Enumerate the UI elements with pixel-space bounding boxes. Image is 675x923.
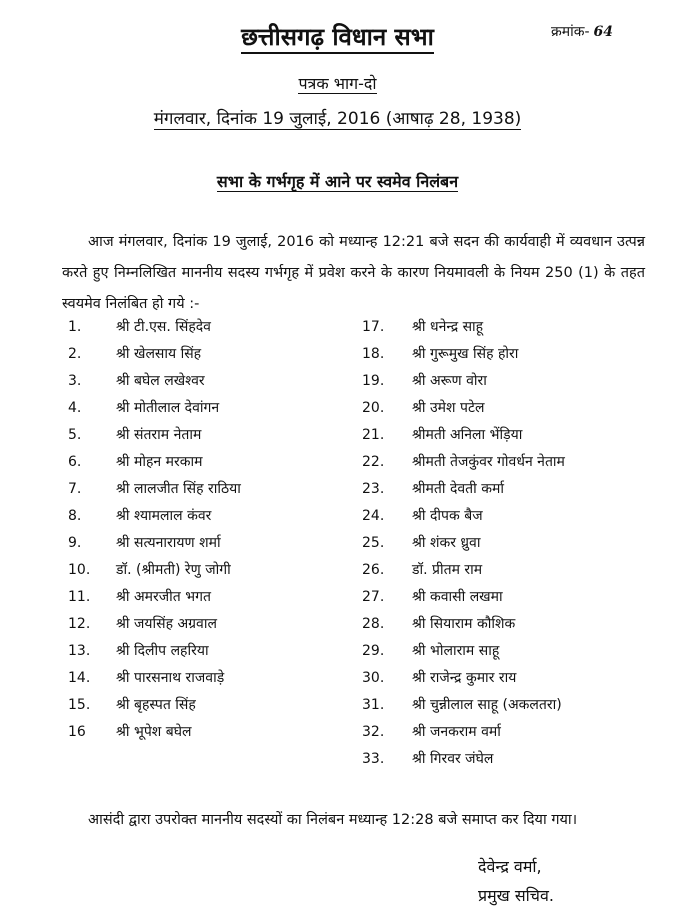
member-item: [68, 584, 358, 611]
member-item: [68, 719, 358, 746]
member-item: [362, 557, 652, 584]
member-number: 31.: [362, 697, 385, 713]
member-item: [362, 449, 652, 476]
member-name: श्री सियाराम कौशिक: [412, 616, 516, 632]
member-number: 3.: [68, 373, 82, 389]
member-item: [362, 746, 652, 773]
member-number: 6.: [68, 454, 82, 470]
member-number: 21.: [362, 427, 385, 443]
member-name: श्री शंकर ध्रुवा: [412, 535, 481, 551]
member-name: श्री खेलसाय सिंह: [116, 346, 202, 362]
member-name: श्री गिरवर जंघेल: [412, 751, 494, 767]
member-item: [362, 395, 652, 422]
member-item: [68, 530, 358, 557]
member-item: [362, 503, 652, 530]
member-number: 24.: [362, 508, 385, 524]
member-number: 32.: [362, 724, 385, 740]
member-item: [68, 476, 358, 503]
title-text: छत्तीसगढ़ विधान सभा: [241, 23, 434, 54]
member-item: [362, 314, 652, 341]
member-number: 26.: [362, 562, 385, 578]
signatory-name: देवेन्द्र वर्मा,: [478, 857, 542, 876]
date-line: [0, 106, 675, 129]
document-subtitle: [0, 72, 675, 94]
member-item: [68, 395, 358, 422]
member-item: [68, 314, 358, 341]
member-item: [68, 611, 358, 638]
member-name: श्री जयसिंह अग्रवाल: [116, 616, 217, 632]
member-item: [362, 422, 652, 449]
member-number: 10.: [68, 562, 91, 578]
member-name: श्री लालजीत सिंह राठिया: [116, 481, 241, 497]
member-name: श्री राजेन्द्र कुमार राय: [412, 670, 517, 686]
member-name: श्री भूपेश बघेल: [116, 724, 192, 740]
member-number: 14.: [68, 670, 91, 686]
member-name: डॉ. (श्रीमती) रेणु जोगी: [116, 562, 231, 578]
member-number: 4.: [68, 400, 82, 416]
member-name: श्री उमेश पटेल: [412, 400, 485, 416]
member-name: श्री जनकराम वर्मा: [412, 724, 501, 740]
member-list-left: [68, 314, 358, 746]
member-item: [68, 503, 358, 530]
member-item: [68, 341, 358, 368]
member-number: 29.: [362, 643, 385, 659]
member-name: श्रीमती तेजकुंवर गोवर्धन नेताम: [412, 454, 565, 470]
member-item: [362, 476, 652, 503]
member-number: 17.: [362, 319, 385, 335]
member-name: श्री अरूण वोरा: [412, 373, 487, 389]
document-title: [0, 20, 675, 53]
member-number: 13.: [68, 643, 91, 659]
member-number: 8.: [68, 508, 82, 524]
signature-block: [478, 852, 554, 910]
section-heading-text: सभा के गर्भगृह में आने पर स्वमेव निलंबन: [216, 172, 459, 191]
member-number: 16: [68, 724, 86, 740]
member-number: 19.: [362, 373, 385, 389]
member-name: श्री दिलीप लहरिया: [116, 643, 209, 659]
member-name: श्री सत्यनारायण शर्मा: [116, 535, 221, 551]
member-number: 28.: [362, 616, 385, 632]
member-item: [362, 665, 652, 692]
member-name: श्री मोहन मरकाम: [116, 454, 203, 470]
member-name: श्री कवासी लखमा: [412, 589, 503, 605]
member-item: [362, 341, 652, 368]
member-name: श्री गुरूमुख सिंह होरा: [412, 346, 519, 362]
signatory-designation: प्रमुख सचिव.: [478, 886, 554, 905]
member-number: 25.: [362, 535, 385, 551]
member-item: [362, 368, 652, 395]
member-number: 30.: [362, 670, 385, 686]
member-number: 5.: [68, 427, 82, 443]
member-item: [68, 692, 358, 719]
member-name: श्रीमती देवती कर्मा: [412, 481, 504, 497]
member-name: श्री संतराम नेताम: [116, 427, 202, 443]
serial-label: क्रमांक-: [550, 24, 590, 40]
member-number: 22.: [362, 454, 385, 470]
member-item: [362, 719, 652, 746]
member-item: [68, 665, 358, 692]
member-name: श्री श्यामलाल कंवर: [116, 508, 212, 524]
member-name: श्री पारसनाथ राजवाड़े: [116, 670, 225, 686]
member-name: श्री बृहस्पत सिंह: [116, 697, 196, 713]
member-list-right: [362, 314, 652, 773]
member-name: श्री भोलाराम साहू: [412, 643, 500, 659]
member-item: [362, 692, 652, 719]
member-item: [68, 638, 358, 665]
member-name: श्री बघेल लखेश्वर: [116, 373, 205, 389]
member-number: 27.: [362, 589, 385, 605]
member-item: [362, 611, 652, 638]
member-number: 20.: [362, 400, 385, 416]
date-text: मंगलवार, दिनांक 19 जुलाई, 2016 (आषाढ़ 28, 1938): [153, 109, 522, 129]
member-number: 12.: [68, 616, 91, 632]
member-name: श्रीमती अनिला भेंड़िया: [412, 427, 523, 443]
serial-value: 64: [593, 24, 613, 40]
closing-paragraph: आसंदी द्वारा उपरोक्त माननीय सदस्यों का निलंबन मध्यान्ह 12:28 बजे समाप्त कर दिया गया।: [88, 811, 578, 828]
member-name: श्री मोतीलाल देवांगन: [116, 400, 220, 416]
member-number: 33.: [362, 751, 385, 767]
member-name: श्री दीपक बैज: [412, 508, 483, 524]
member-item: [68, 368, 358, 395]
member-item: [68, 557, 358, 584]
member-name: श्री अमरजीत भगत: [116, 589, 211, 605]
member-number: 2.: [68, 346, 82, 362]
subtitle-text: पत्रक भाग-दो: [298, 74, 377, 93]
member-number: 9.: [68, 535, 82, 551]
intro-paragraph: आज मंगलवार, दिनांक 19 जुलाई, 2016 को मध्यान्ह 12:21 बजे सदन की कार्यवाही में व्यवधान उत्पन्न करते हुए निम्नलिखित माननीय सदस्य गर्भगृह में प्रवेश करने के कारण नियमावली के नियम 250 (1) के तहत स्वयमेव निलंबित हो गये :-: [62, 233, 645, 312]
member-number: 23.: [362, 481, 385, 497]
member-number: 15.: [68, 697, 91, 713]
member-name: श्री धनेन्द्र साहू: [412, 319, 484, 335]
section-heading: [0, 170, 675, 192]
member-name: श्री चुन्नीलाल साहू (अकलतरा): [412, 697, 562, 713]
member-number: 18.: [362, 346, 385, 362]
member-name: डॉ. प्रीतम राम: [412, 562, 483, 578]
member-name: श्री टी.एस. सिंहदेव: [116, 319, 211, 335]
member-number: 7.: [68, 481, 82, 497]
member-item: [362, 584, 652, 611]
member-item: [362, 638, 652, 665]
member-item: [68, 422, 358, 449]
member-item: [68, 449, 358, 476]
member-item: [362, 530, 652, 557]
member-number: 11.: [68, 589, 91, 605]
member-number: 1.: [68, 319, 82, 335]
